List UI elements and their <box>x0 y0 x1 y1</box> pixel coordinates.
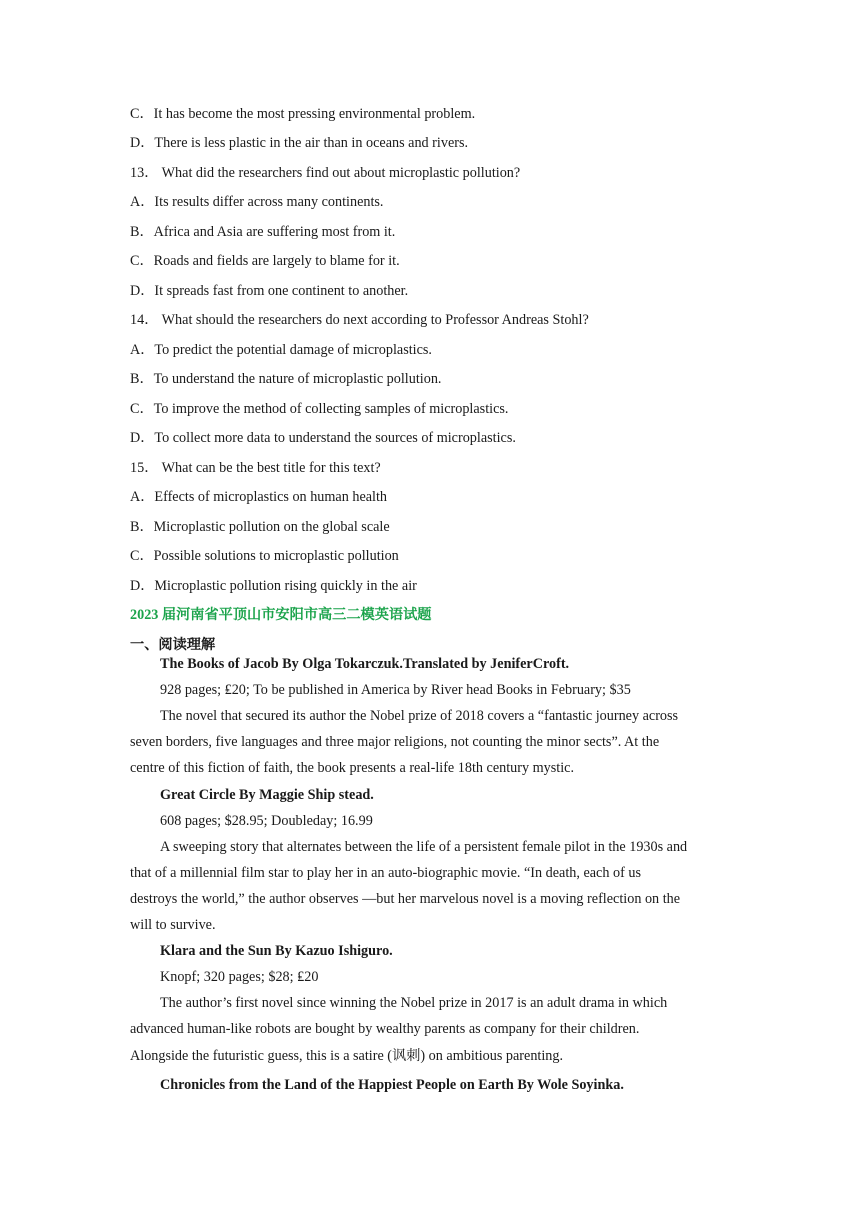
q13-option-d: D．It spreads fast from one continent to another. <box>130 283 409 299</box>
part-heading: 一、阅读理解 <box>130 637 216 653</box>
q14-stem: 14． What should the researchers do next according to Professor Andreas Stohl? <box>130 312 589 328</box>
q15-stem: 15． What can be the best title for this text? <box>130 460 381 476</box>
book-2-desc-line: will to survive. <box>130 917 216 933</box>
q14-option-d: D．To collect more data to understand the sources of microplastics. <box>130 430 516 446</box>
section-title: 2023 届河南省平顶山市安阳市高三二模英语试题 <box>130 607 432 623</box>
q14-option-a: A．To predict the potential damage of microplastics. <box>130 342 432 358</box>
q12-option-c: C．It has become the most pressing environmental problem. <box>130 106 476 122</box>
q13-option-a: A．Its results differ across many continents. <box>130 194 384 210</box>
book-2-title: Great Circle By Maggie Ship stead. <box>160 787 374 803</box>
book-3-desc-line: The author’s first novel since winning the Nobel prize in 2017 is an adult drama in which <box>160 995 668 1011</box>
q15-option-d: D．Microplastic pollution rising quickly in the air <box>130 578 417 594</box>
book-1-meta: 928 pages; ₤20; To be published in America by River head Books in February; $35 <box>160 682 631 698</box>
book-1-desc-line: seven borders, five languages and three major religions, not counting the minor sects”. At the <box>130 734 660 750</box>
book-1-title: The Books of Jacob By Olga Tokarczuk.Translated by JeniferCroft. <box>160 656 570 672</box>
book-3-desc-line: Alongside the futuristic guess, this is a satire (讽刺) on ambitious parenting. <box>130 1048 564 1064</box>
q12-option-d: D．There is less plastic in the air than in oceans and rivers. <box>130 135 469 151</box>
book-1-desc-line: centre of this fiction of faith, the book presents a real-life 18th century mystic. <box>130 760 575 776</box>
book-2-desc-line: that of a millennial film star to play her in an auto-biographic movie. “In death, each of us <box>130 865 641 881</box>
q14-option-b: B．To understand the nature of microplastic pollution. <box>130 371 442 387</box>
book-2-desc-line: destroys the world,” the author observes —but her marvelous novel is a moving reflection on the <box>130 891 681 907</box>
q15-option-b: B．Microplastic pollution on the global scale <box>130 519 390 535</box>
book-2-meta: 608 pages; $28.95; Doubleday; 16.99 <box>160 813 373 829</box>
q13-option-c: C．Roads and fields are largely to blame for it. <box>130 253 400 269</box>
q14-option-c: C．To improve the method of collecting samples of microplastics. <box>130 401 509 417</box>
book-3-desc-line: advanced human-like robots are bought by wealthy parents as company for their children. <box>130 1021 640 1037</box>
book-4-title: Chronicles from the Land of the Happiest People on Earth By Wole Soyinka. <box>160 1077 624 1093</box>
book-3-meta: Knopf; 320 pages; $28; ₤20 <box>160 969 319 985</box>
q13-stem: 13． What did the researchers find out about microplastic pollution? <box>130 165 521 181</box>
q13-option-b: B．Africa and Asia are suffering most from it. <box>130 224 396 240</box>
book-1-desc-line: The novel that secured its author the Nobel prize of 2018 covers a “fantastic journey across <box>160 708 679 724</box>
q15-option-c: C．Possible solutions to microplastic pollution <box>130 548 399 564</box>
book-2-desc-line: A sweeping story that alternates between the life of a persistent female pilot in the 1930s and <box>160 839 688 855</box>
q15-option-a: A．Effects of microplastics on human health <box>130 489 388 505</box>
book-3-title: Klara and the Sun By Kazuo Ishiguro. <box>160 943 393 959</box>
